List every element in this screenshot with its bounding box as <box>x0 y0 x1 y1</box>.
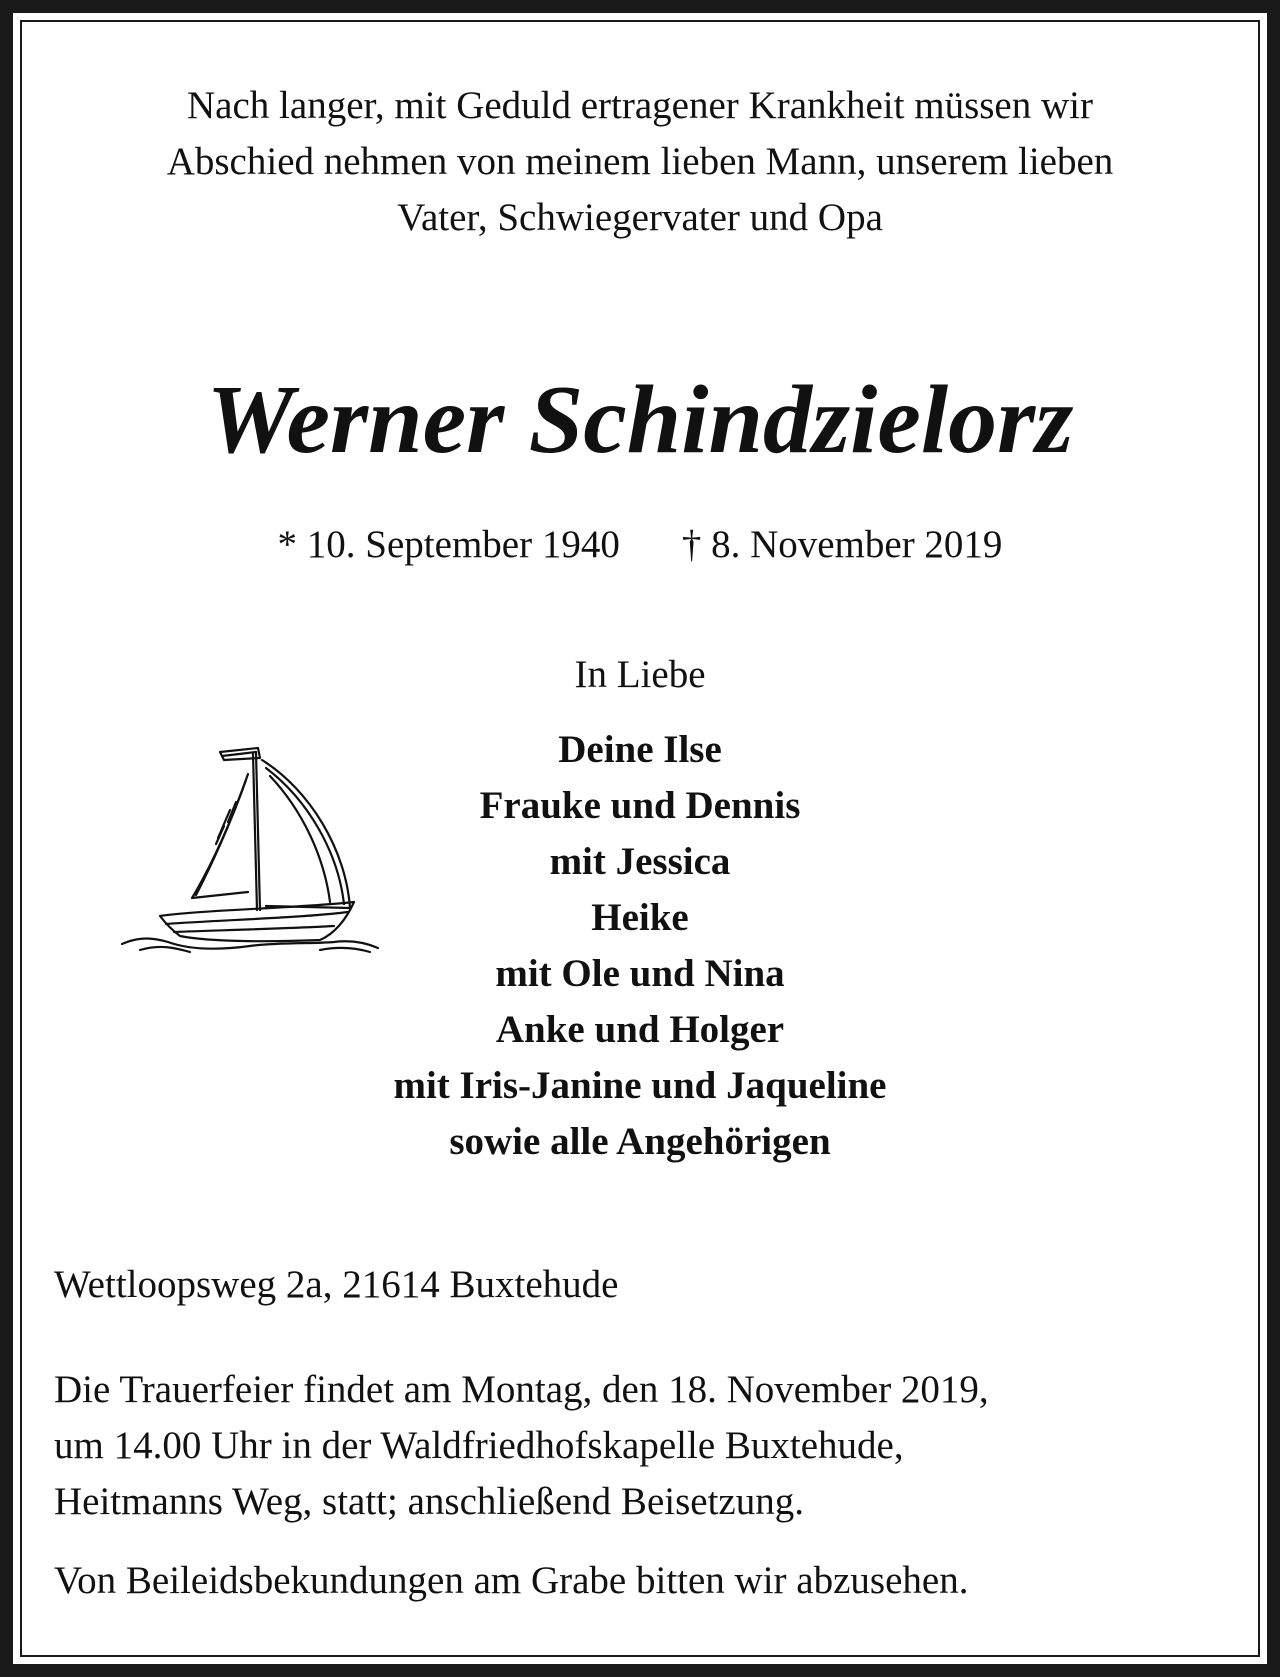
family-list <box>40 722 1240 1170</box>
intro-line: Abschied nehmen von meinem lieben Mann, unserem lieben <box>166 140 1114 183</box>
family-member: mit Ole und Nina <box>495 952 785 995</box>
family-member: mit Jessica <box>549 840 731 883</box>
ceremony-info <box>54 1362 989 1530</box>
intro-line: Vater, Schwiegervater und Opa <box>397 196 883 239</box>
condolence-note: Von Beileidsbekundungen am Grabe bitten wir abzusehen. <box>54 1559 969 1602</box>
family-member: sowie alle Angehörigen <box>449 1120 831 1163</box>
family-member: Anke und Holger <box>495 1008 785 1051</box>
family-member: mit Iris-Janine und Jaqueline <box>393 1064 887 1107</box>
ceremony-line: Die Trauerfeier findet am Montag, den 18. November 2019, <box>54 1368 989 1411</box>
intro-text <box>40 78 1240 246</box>
family-member: Deine Ilse <box>558 728 722 771</box>
deceased-name: Werner Schindzielorz <box>206 366 1074 474</box>
life-dates <box>40 520 1240 570</box>
family-member: Frauke und Dennis <box>479 784 801 827</box>
death-date: † 8. November 2019 <box>681 523 1003 566</box>
ceremony-line: Heitmanns Weg, statt; anschließend Beisetzung. <box>54 1480 804 1523</box>
birth-date: * 10. September 1940 <box>277 523 620 566</box>
ceremony-line: um 14.00 Uhr in der Waldfriedhofskapelle Buxtehude, <box>54 1424 904 1467</box>
home-address: Wettloopsweg 2a, 21614 Buxtehude <box>54 1263 619 1306</box>
family-member: Heike <box>591 896 689 939</box>
in-love-line: In Liebe <box>574 653 706 696</box>
intro-line: Nach langer, mit Geduld ertragener Krankheit müssen wir <box>187 84 1093 127</box>
